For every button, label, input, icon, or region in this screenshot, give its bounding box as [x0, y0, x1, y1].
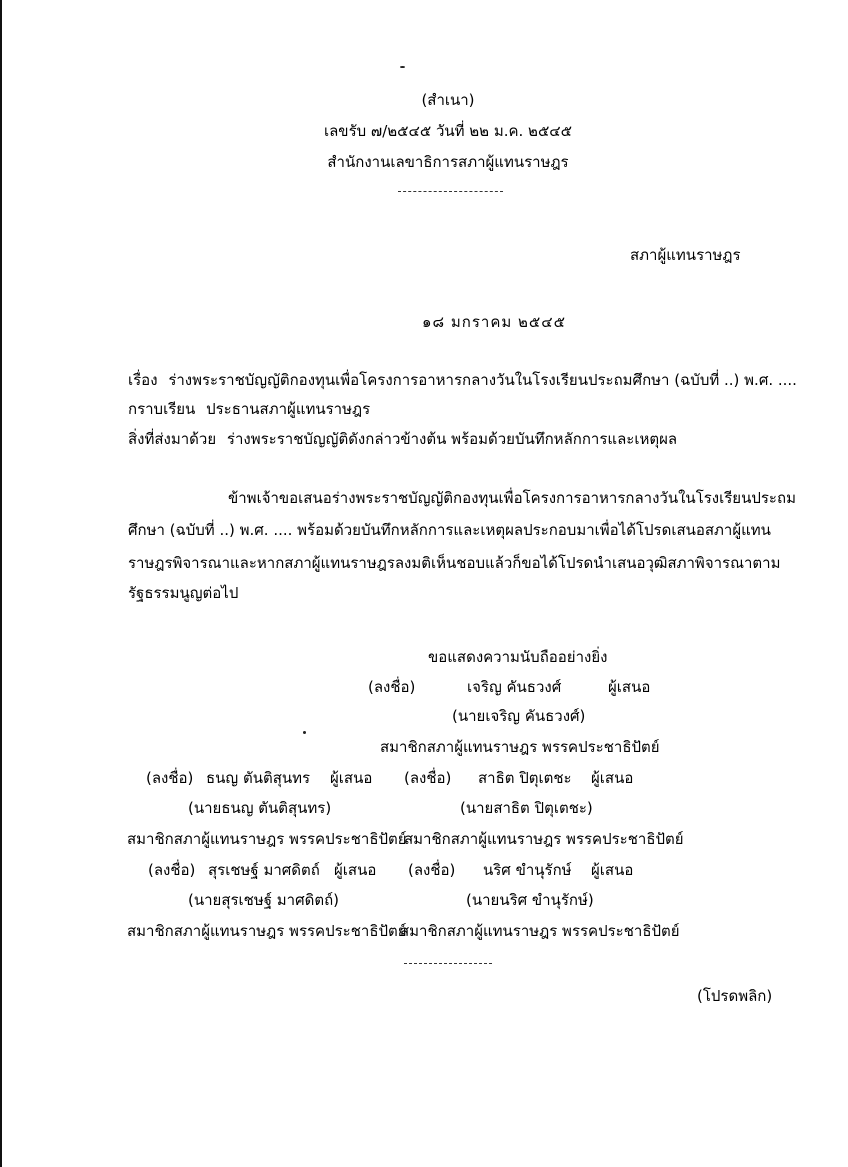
left-role: ผู้เสนอ [334, 861, 377, 879]
left-role: ผู้เสนอ [330, 769, 373, 787]
left-signature: สุรเชษฐ์ มาศดิตถ์ [208, 861, 320, 879]
left-sign-label: (ลงชื่อ) [148, 861, 196, 879]
right-position: สมาชิกสภาผู้แทนราษฎร พรรคประชาธิปัตย์ [400, 922, 680, 940]
copy-label: (สำเนา) [421, 91, 475, 109]
salutation-label: กราบเรียน [128, 400, 196, 418]
body-line: ข้าพเจ้าขอเสนอร่างพระราชบัญญัติกองทุนเพื่อโครงการอาหารกลางวันในโรงเรียนประถม [228, 489, 796, 507]
signatures-divider [404, 963, 492, 964]
right-sign-label: (ลงชื่อ) [408, 861, 456, 879]
scan-speck [400, 66, 405, 68]
document-date: ๑๘ มกราคม ๒๕๔๕ [422, 313, 566, 331]
main-printed-name: (นายเจริญ คันธวงศ์) [452, 707, 586, 725]
office-name: สำนักงานเลขาธิการสภาผู้แทนราษฎร [327, 153, 569, 171]
body-line: ราษฎรพิจารณาและหากสภาผู้แทนราษฎรลงมติเห็นชอบแล้วก็ขอได้โปรดนำเสนอวุฒิสภาพิจารณาตาม [128, 554, 781, 572]
addressee-organization: สภาผู้แทนราษฎร [630, 246, 741, 264]
please-turn-over-note: (โปรดพลิก) [697, 987, 773, 1005]
right-signature: สาธิต ปิตุเตชะ [478, 769, 572, 787]
right-signature: นริศ ขำนุรักษ์ [483, 861, 572, 879]
scan-edge-line [0, 0, 2, 1167]
left-printed-name: (นายสุรเชษฐ์ มาศดิตถ์) [188, 891, 340, 909]
right-position: สมาชิกสภาผู้แทนราษฎร พรรคประชาธิปัตย์ [404, 830, 684, 848]
closing-phrase: ขอแสดงความนับถืออย่างยิ่ง [428, 648, 608, 666]
body-line: รัฐธรรมนูญต่อไป [128, 584, 239, 602]
right-role: ผู้เสนอ [591, 769, 634, 787]
subject-text: ร่างพระราชบัญญัติกองทุนเพื่อโครงการอาหารกลางวันในโรงเรียนประถมศึกษา (ฉบับที่ ..) พ.ศ. .... [168, 371, 797, 389]
main-sign-label: (ลงชื่อ) [368, 678, 416, 696]
left-position: สมาชิกสภาผู้แทนราษฎร พรรคประชาธิปัตย์ [127, 830, 407, 848]
salutation-text: ประธานสภาผู้แทนราษฎร [206, 400, 371, 418]
scan-speck [303, 731, 306, 734]
main-role: ผู้เสนอ [608, 678, 651, 696]
body-line: ศึกษา (ฉบับที่ ..) พ.ศ. .... พร้อมด้วยบันทึกหลักการและเหตุผลประกอบมาเพื่อได้โปรดเสนอสภาผู้แทน [128, 521, 771, 539]
right-sign-label: (ลงชื่อ) [404, 769, 452, 787]
main-signature: เจริญ คันธวงศ์ [467, 678, 562, 696]
left-signature: ธนญ ตันติสุนทร [206, 769, 311, 787]
receipt-stamp-line: เลขรับ ๗/๒๕๔๕ วันที่ ๒๒ ม.ค. ๒๕๔๕ [323, 122, 573, 140]
left-sign-label: (ลงชื่อ) [146, 769, 194, 787]
right-printed-name: (นายสาธิต ปิตุเตชะ) [460, 799, 593, 817]
enclosure-text: ร่างพระราชบัญญัติดังกล่าวข้างต้น พร้อมด้วยบันทึกหลักการและเหตุผล [226, 430, 678, 448]
main-position: สมาชิกสภาผู้แทนราษฎร พรรคประชาธิปัตย์ [380, 738, 660, 756]
left-printed-name: (นายธนญ ตันติสุนทร) [188, 799, 332, 817]
salutation-line [128, 399, 370, 419]
left-position: สมาชิกสภาผู้แทนราษฎร พรรคประชาธิปัตย์ [127, 922, 407, 940]
enclosure-line [128, 429, 677, 449]
header-divider [398, 191, 503, 192]
subject-line [128, 370, 797, 390]
enclosure-label: สิ่งที่ส่งมาด้วย [128, 430, 217, 448]
subject-label: เรื่อง [128, 371, 158, 389]
right-printed-name: (นายนริศ ขำนุรักษ์) [466, 891, 594, 909]
right-role: ผู้เสนอ [591, 861, 634, 879]
